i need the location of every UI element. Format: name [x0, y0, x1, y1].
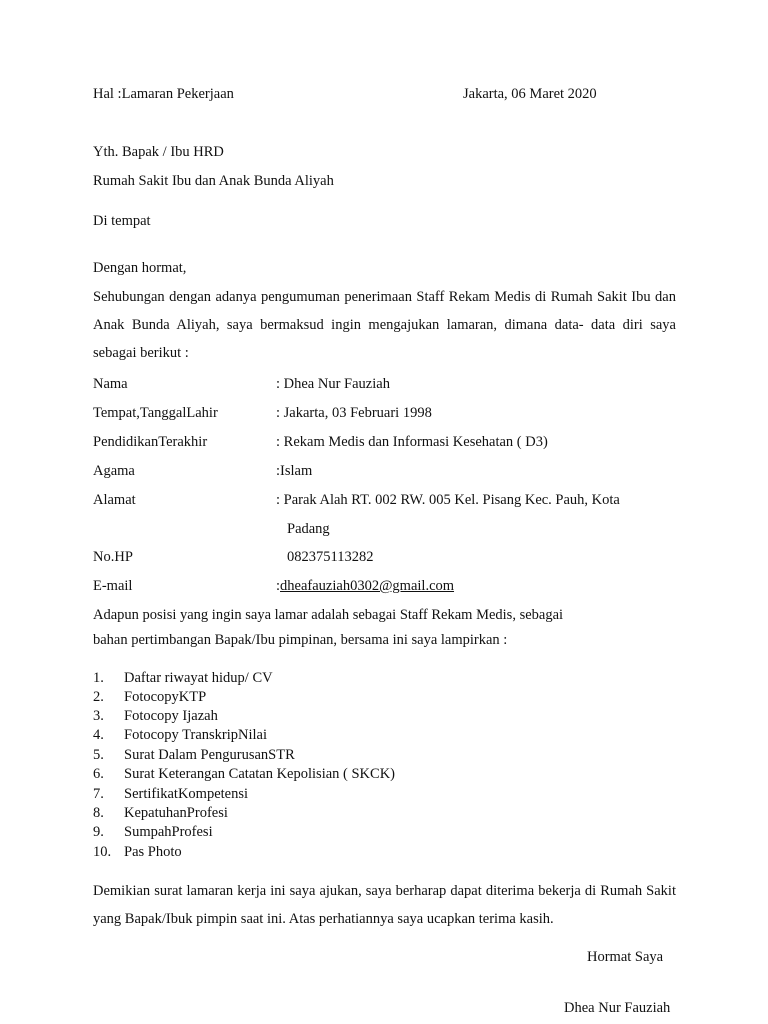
recipient-line-1: Yth. Bapak / Ibu HRD [93, 144, 224, 160]
list-number: 5. [93, 747, 104, 763]
field-value-hp: 082375113282 [287, 549, 374, 565]
letter-place-date: Jakarta, 06 Maret 2020 [463, 86, 597, 102]
list-item [93, 805, 228, 822]
email-link[interactable]: dheafauziah0302@gmail.com [280, 578, 455, 594]
list-text: KepatuhanProfesi [124, 805, 228, 821]
list-item [93, 766, 395, 783]
field-value-alamat-line-2: Padang [287, 521, 330, 537]
list-item [93, 786, 248, 803]
list-item [93, 708, 218, 725]
field-value-pendidikan: : Rekam Medis dan Informasi Kesehatan ( D3) [276, 434, 548, 450]
list-number: 4. [93, 727, 104, 743]
list-item [93, 747, 295, 764]
list-item [93, 727, 267, 744]
field-label-email: E-mail [93, 578, 133, 594]
list-number: 9. [93, 824, 104, 840]
signature-name: Dhea Nur Fauziah [564, 1000, 671, 1016]
field-value-email [276, 578, 454, 595]
list-item [93, 824, 213, 841]
list-number: 2. [93, 689, 104, 705]
position-text-line-2: bahan pertimbangan Bapak/Ibu pimpinan, bersama ini saya lampirkan : [93, 632, 508, 648]
greeting: Dengan hormat, [93, 260, 187, 276]
field-value-nama: : Dhea Nur Fauziah [276, 376, 390, 392]
field-label-ttl: Tempat,TanggalLahir [93, 405, 218, 421]
field-label-hp: No.HP [93, 549, 133, 565]
field-label-pendidikan: PendidikanTerakhir [93, 434, 208, 450]
list-number: 6. [93, 766, 104, 782]
list-number: 3. [93, 708, 104, 724]
field-label-nama: Nama [93, 376, 128, 392]
list-text: SertifikatKompetensi [124, 786, 249, 802]
intro-paragraph: Sehubungan dengan adanya pengumuman penerimaan Staff Rekam Medis di Rumah Sakit Ibu dan Anak Bunda Aliyah, saya bermaksud ingin mengajukan lamaran, dimana data- data diri saya sebagai berikut : [93, 289, 676, 361]
list-item [93, 689, 206, 706]
list-text: Surat Keterangan Catatan Kepolisian ( SKCK) [124, 766, 395, 782]
field-label-alamat: Alamat [93, 492, 136, 508]
list-item [93, 670, 273, 687]
list-item [93, 844, 182, 861]
list-text: SumpahProfesi [124, 824, 213, 840]
list-text: Pas Photo [124, 844, 182, 860]
closing-paragraph: Demikian surat lamaran kerja ini saya ajukan, saya berharap dapat diterima bekerja di Rumah Sakit yang Bapak/Ibuk pimpin saat ini. Atas perhatiannya saya ucapkan terima kasih. [93, 883, 676, 927]
recipient-line-2: Rumah Sakit Ibu dan Anak Bunda Aliyah [93, 173, 334, 189]
signature-salutation: Hormat Saya [587, 949, 664, 965]
list-text: Fotocopy Ijazah [124, 708, 218, 724]
list-text: FotocopyKTP [124, 689, 207, 705]
letter-subject: Hal :Lamaran Pekerjaan [93, 86, 234, 102]
list-number: 8. [93, 805, 104, 821]
list-number: 1. [93, 670, 104, 686]
list-text: Daftar riwayat hidup/ CV [124, 670, 273, 686]
field-value-agama: :Islam [276, 463, 313, 479]
list-text: Surat Dalam PengurusanSTR [124, 747, 295, 763]
field-label-agama: Agama [93, 463, 135, 479]
recipient-line-3: Di tempat [93, 213, 151, 229]
list-number: 7. [93, 786, 104, 802]
email-prefix: : [276, 578, 281, 594]
field-value-ttl: : Jakarta, 03 Februari 1998 [276, 405, 432, 421]
field-value-alamat: : Parak Alah RT. 002 RW. 005 Kel. Pisang Kec. Pauh, Kota [276, 492, 620, 508]
position-text-line-1: Adapun posisi yang ingin saya lamar adalah sebagai Staff Rekam Medis, sebagai [93, 607, 564, 623]
list-number: 10. [93, 844, 112, 860]
list-text: Fotocopy TranskripNilai [124, 727, 267, 743]
